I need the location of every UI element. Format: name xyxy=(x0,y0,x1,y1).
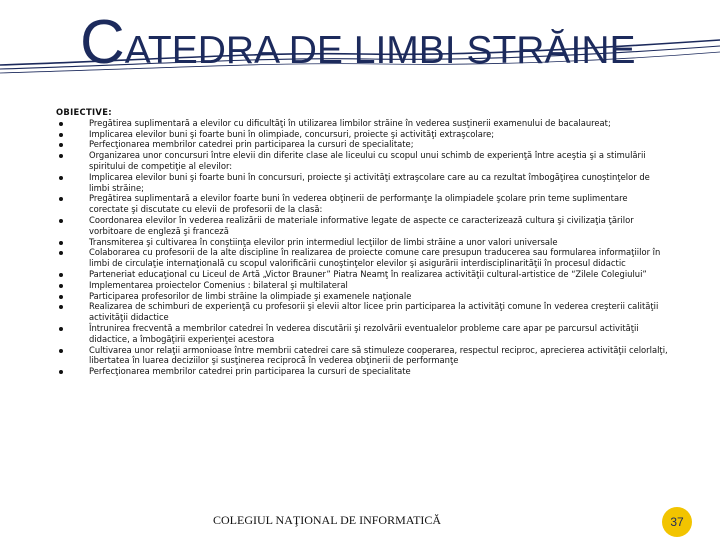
objective-text: Colaborarea cu profesorii de la alte discipline în realizarea de proiecte comune care presupun traducerea sau formularea informaţiilor în limbi de circulaţie internaţională cu scopul valorificării cunoştinţelor elevilor şi asigurării interdisciplinarităţii în procesul didactic xyxy=(89,247,661,269)
objective-item xyxy=(56,323,668,345)
bullet-icon xyxy=(59,122,63,126)
objective-item xyxy=(56,237,668,248)
title-rest: ATEDRA DE LIMBI STRĂINE xyxy=(124,29,636,72)
objective-text: Întrunirea frecventă a membrilor catedrei în vederea discutării şi rezolvării eventualelor probleme care apar pe parcursul activităţii didactice, a îmbogăţirii experienţei acestora xyxy=(89,322,639,344)
objective-text: Implicarea elevilor buni şi foarte buni în olimpiade, concursuri, proiecte şi activităţi extraşcolare; xyxy=(89,128,495,139)
objective-item xyxy=(56,280,668,291)
bullet-icon xyxy=(59,327,63,331)
bullet-icon xyxy=(59,133,63,137)
objective-text: Pregătirea suplimentară a elevilor foarte buni în vederea obţinerii de performanţe la olimpiadele şcolare prin teme suplimentare corectate şi discutate cu elevii de profesorii de la clasă: xyxy=(89,193,628,215)
objective-text: Implementarea proiectelor Comenius : bilateral şi multilateral xyxy=(89,279,348,290)
objective-item xyxy=(56,150,668,172)
slide-title xyxy=(80,8,680,77)
bullet-icon xyxy=(59,241,63,245)
bullet-icon xyxy=(59,251,63,255)
objective-item xyxy=(56,118,668,129)
objective-text: Participarea profesorilor de limbi străine la olimpiade şi examenele naţionale xyxy=(89,290,412,301)
objective-item xyxy=(56,269,668,280)
bullet-icon xyxy=(59,197,63,201)
objective-text: Pregătirea suplimentară a elevilor cu dificultăţi în utilizarea limbilor străine în vederea susţinerii examenului de bacalaureat; xyxy=(89,117,611,128)
bullet-icon xyxy=(59,176,63,180)
objective-item xyxy=(56,366,668,377)
objective-item xyxy=(56,129,668,140)
objective-item xyxy=(56,247,668,269)
objective-text: Perfecţionarea membrilor catedrei prin participarea la cursuri de specialitate; xyxy=(89,139,414,150)
objective-item xyxy=(56,172,668,194)
objective-item xyxy=(56,345,668,367)
objective-text: Transmiterea şi cultivarea în conştiinţa elevilor prin intermediul lecţiilor de limbi străine a unor valori universale xyxy=(89,236,558,247)
footer-institution: COLEGIUL NAŢIONAL DE INFORMATICĂ xyxy=(213,513,442,527)
page-number-badge: 37 xyxy=(662,507,692,537)
objective-text: Implicarea elevilor buni şi foarte buni în concursuri, proiecte şi activităţi extraşcolare care au ca rezultat îmbogăţirea cunoştinţelor de limbi străine; xyxy=(89,171,650,193)
objectives-list xyxy=(56,118,668,377)
objective-text: Parteneriat educaţional cu Liceul de Artă „Victor Brauner” Piatra Neamţ în realizarea activităţii cultural-artistice de “Zilele Colegiului” xyxy=(89,268,647,279)
objective-item xyxy=(56,139,668,150)
objective-text: Coordonarea elevilor în vederea realizării de materiale informative legate de aspecte ce caracterizează cultura şi civilizaţia ţărilor vorbitoare de engleză şi franceză xyxy=(89,214,634,236)
objective-item xyxy=(56,215,668,237)
bullet-icon xyxy=(59,349,63,353)
objective-item xyxy=(56,193,668,215)
objectives-section xyxy=(56,107,668,377)
title-initial: C xyxy=(80,8,125,77)
bullet-icon xyxy=(59,305,63,309)
objective-item xyxy=(56,291,668,302)
objective-text: Cultivarea unor relaţii armonioase între membrii catedrei care să stimuleze cooperarea, respectul reciproc, aprecierea activităţii celorlalţi, libertatea în luarea deciziilor şi susţinerea reciprocă în vederea obţinerii de performanţe xyxy=(89,344,668,366)
bullet-icon xyxy=(59,154,63,158)
objective-text: Organizarea unor concursuri între elevii din diferite clase ale liceului cu scopul unui schimb de experienţă între aceştia şi a stimulării spiritului de competiţie al elevilor: xyxy=(89,150,646,171)
bullet-icon xyxy=(59,273,63,277)
bullet-icon xyxy=(59,295,63,299)
bullet-icon xyxy=(59,284,63,288)
bullet-icon xyxy=(59,219,63,223)
objective-text: Realizarea de schimburi de experienţă cu profesorii şi elevii altor licee prin participarea la activităţi comune în vederea creşterii calităţii activităţii didactice xyxy=(89,301,659,323)
objectives-heading: OBIECTIVE: xyxy=(56,107,112,117)
bullet-icon xyxy=(59,143,63,147)
objective-text: Perfecţionarea membrilor catedrei prin participarea la cursuri de specialitate xyxy=(89,366,411,377)
bullet-icon xyxy=(59,370,63,374)
objective-item xyxy=(56,301,668,323)
